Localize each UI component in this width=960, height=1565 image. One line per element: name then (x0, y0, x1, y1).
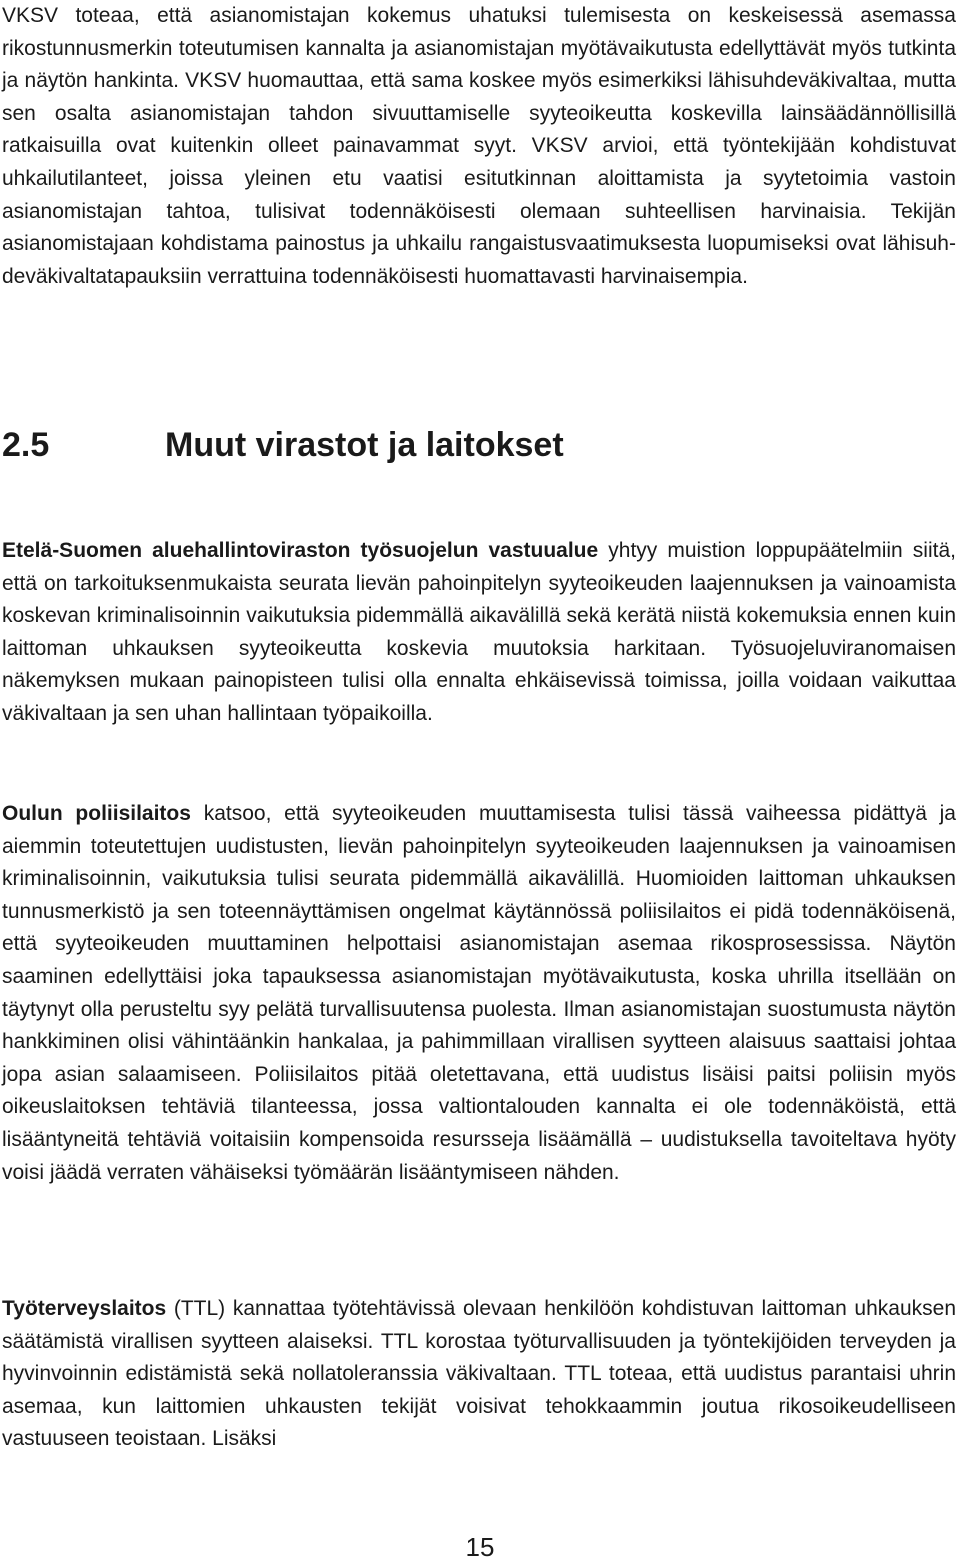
paragraph-text: yhtyy muistion loppupäätelmiin siitä, että on tarkoituksenmukaista seurata lievän pahoinpitelyn syyteoikeuden laajennuksen ja vainoamista koskevan kriminalisoinnin vaikutuksia pidemmällä aikavälillä sekä kerätä niistä kokemuksia ennen kuin laittoman uhkauksen syyteoikeutta koskevia muutoksia harkitaan. Työsuojeluviranomaisen näkemyksen mukaan painopisteen tulisi olla ennalta ehkäisevissä toimissa, joilla voidaan vaikuttaa väkivaltaan ja sen uhan hallintaan työpaikoilla. (2, 539, 956, 725)
intro-text: VKSV toteaa, että asianomistajan kokemus uhatuksi tulemisesta on keskeisessä asemassa rikostunnusmerkin toteutumisen kannalta ja asianomistajan myötävaikutusta edellyttävät myös tutkinta ja näytön hankinta. VKSV huomauttaa, että sama koskee myös esimerkiksi lähisuhdeväkivaltaa, mutta sen osalta asianomistajan tahdon sivuuttamiselle syyteoikeutta koskevilla lainsäädännöllisillä ratkaisuilla ovat kuitenkin olleet painavammat syyt. VKSV arvioi, että työntekijään kohdistuvat uhkailutilanteet, joissa yleinen etu vaatisi esitutkinnan aloittamista ja syytetoimia vastoin asianomistajan tahtoa, tulisivat todennäköisesti olemaan suhteellisen harvinaisia. Tekijän asianomistajaan kohdistama painostus ja uhkailu rangaistusvaatimuksesta luopumiseksi ovat lähisuhdeväkivaltatapauksiin verrattuina todennäköisesti huomattavasti harvinaisempia. (2, 4, 956, 288)
paragraph-lead: Oulun poliisilaitos (2, 802, 191, 825)
paragraph-lead: Työterveyslaitos (2, 1297, 167, 1320)
paragraph-lead: Etelä-Suomen aluehallintoviraston työsuojelun vastuualue (2, 539, 599, 562)
section-number: 2.5 (2, 426, 50, 464)
page-number: 15 (465, 1532, 495, 1562)
intro-paragraph (2, 0, 956, 293)
paragraph-etela-suomen-avi (2, 535, 956, 731)
section-title: Muut virastot ja laitokset (165, 426, 564, 464)
section-heading (2, 425, 564, 465)
paragraph-tyoterveyslaitos (2, 1293, 956, 1456)
paragraph-text: (TTL) kannattaa työtehtävissä olevaan henkilöön kohdistuvan laittoman uhkauksen säätämistä virallisen syytteen alaiseksi. TTL korostaa työturvallisuuden ja työntekijöiden terveyden ja hyvinvoinnin edistämistä sekä nollatoleranssia väkivaltaan. TTL toteaa, että uudistus parantaisi uhrin asemaa, kun laittomien uhkausten tekijät voisivat tehokkaammin joutua rikosoikeudelliseen vastuuseen teoistaan. Lisäksi (2, 1297, 956, 1451)
paragraph-oulun-poliisilaitos (2, 798, 956, 1189)
paragraph-text: katsoo, että syyteoikeuden muuttamisesta tulisi tässä vaiheessa pidättyä ja aiemmin toteutettujen uudistusten, lievän pahoinpitelyn syyteoikeuden laajennuksen ja vainoamisen kriminalisoinnin, vaikutuksia tulisi seurata pidemmällä aikavälillä. Huomioiden laittoman uhkauksen tunnusmerkistö ja sen toteennäyttämisen ongelmat käytännössä poliisilaitos ei pidä todennäköisenä, että syyteoikeuden muuttaminen helpottaisi asianomistajan asemaa rikosprosessissa. Näytön saaminen edellyttäisi joka tapauksessa asianomistajan myötävaikutusta, koska uhrilla itsellään on täytynyt olla perusteltu syy pelätä turvallisuutensa puolesta. Ilman asianomistajan suostumusta näytön hankkiminen olisi vähintäänkin hankalaa, ja pahimmillaan virallisen syytteen alaisuus saattaisi johtaa jopa asian salaamiseen. Poliisilaitos pitää oletettavana, että uudistus lisäisi paitsi poliisin myös oikeuslaitoksen tehtäviä tilanteessa, jossa valtiontalouden kannalta ei ole todennäköistä, että lisääntyneitä tehtäviä voitaisiin kompensoida resursseja lisäämällä – uudistuksella tavoiteltava hyöty voisi jäädä verraten vähäiseksi työmäärän lisääntymiseen nähden. (2, 802, 956, 1184)
